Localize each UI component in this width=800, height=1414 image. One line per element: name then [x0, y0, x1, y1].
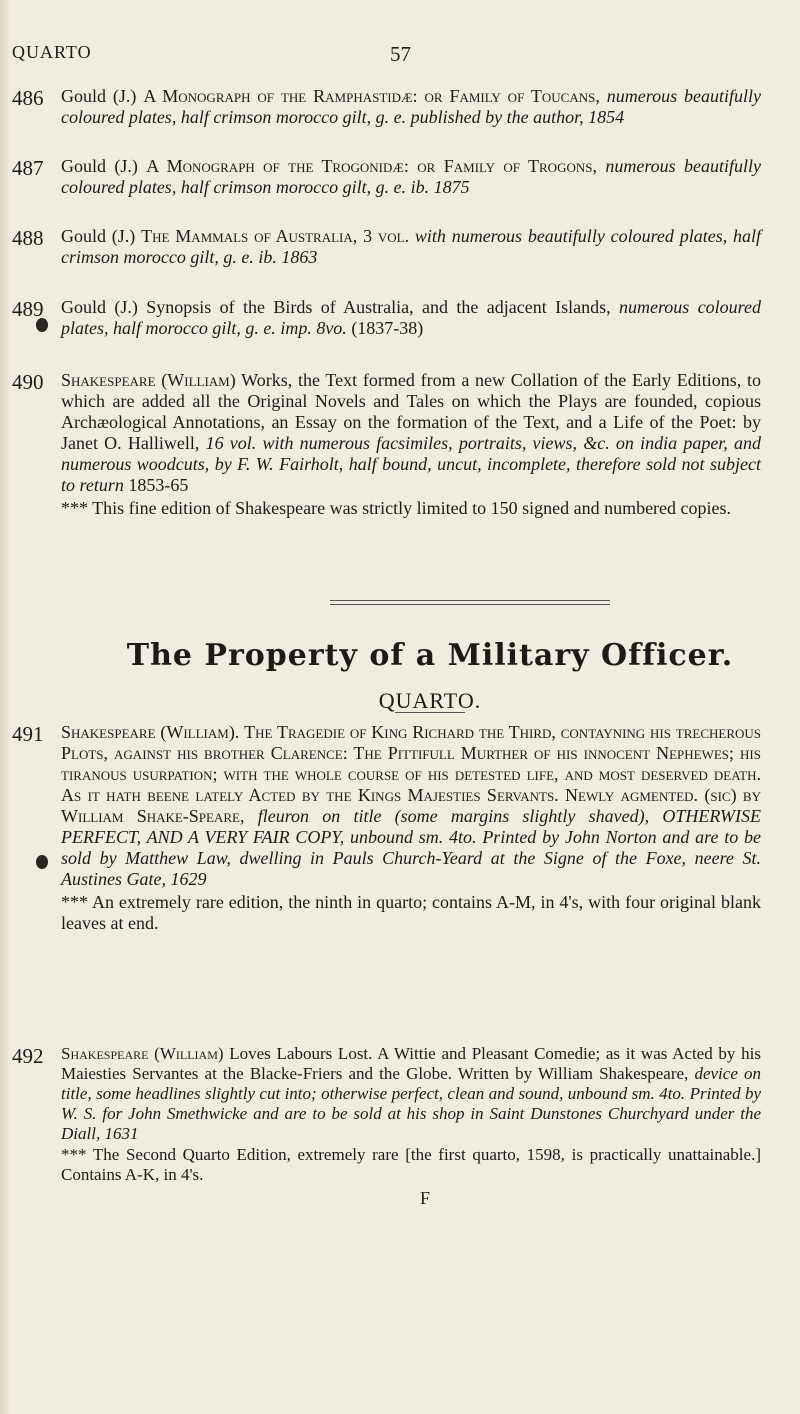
entry-imprint: 1853-65 [128, 475, 189, 495]
entry-description: 16 vol. with numerous facsimiles, portraits, views, &c. on india paper, and numerous woodcuts, by F. W. Fairholt, half bound, uncut, incomplete, therefore sold not subject to return [61, 433, 762, 495]
binding-hole [36, 855, 48, 869]
entry-description: fleuron on title (some margins slightly shaved), OTHERWISE PERFECT, AND A VERY FAIR COPY, unbound sm. 4to. [61, 806, 761, 847]
entry-imprint: imp. 8vo. [280, 318, 347, 338]
lot-number: 492 [12, 1044, 44, 1068]
catalogue-entry [61, 370, 761, 590]
lot-number: 486 [12, 86, 44, 110]
catalogue-entry [61, 722, 761, 1032]
page-number: 57 [390, 42, 411, 66]
entry-title: The Tragedie of King Richard the Third, contayning his trecherous Plots, against his brother Clarence: The Pittifull Murther of his innocent Nephewes; his tiranous usurpation; with the whole course of his detested life, and most deserved death. As it hath beene lately Acted by the Kings Majesties Servants. Newly agmented. (sic) by William Shake-Speare, [61, 722, 762, 826]
catalogue-entry [61, 156, 761, 224]
catalogue-entry [61, 86, 761, 154]
lot-number: 490 [12, 370, 44, 394]
divider [395, 712, 465, 713]
entry-description: numerous beautifully coloured plates, half crimson morocco gilt, g. e. [61, 86, 761, 127]
entry-title: Synopsis of the Birds of Australia, and the adjacent Islands, [146, 297, 611, 317]
entry-title: A Monograph of the Ramphastidæ: or Family of Toucans, [143, 86, 600, 106]
entry-note: *** An extremely rare edition, the ninth in quarto; contains A-M, in 4's, with four original blank leaves at end. [61, 892, 761, 933]
entry-title: Works, the Text formed from a new Collation of the Early Editions, to which are added all the Original Novels and Tales on which the Plays are founded, copious Archæological Annotations, an Essay on the formation of the Text, and a Life of the Poet: by Janet O. Halliwell, [61, 370, 761, 453]
entry-author: Shakespeare (William) [61, 370, 236, 390]
running-head: QUARTO [12, 42, 92, 62]
entry-imprint: published by the author, 1854 [410, 107, 625, 127]
entry-author: Shakespeare (William) [61, 1044, 224, 1063]
divider [330, 604, 610, 605]
entry-description: device on title, some headlines slightly cut into; otherwise perfect, clean and sound, unbound sm. 4to. [61, 1063, 761, 1103]
entry-author: Gould (J.) [61, 156, 138, 176]
entry-title: The Mammals of Australia, 3 vol. [141, 226, 410, 246]
section-heading: The Property of a Military Officer. [126, 638, 734, 673]
lot-number: 489 [12, 297, 44, 321]
catalogue-entry [61, 1044, 761, 1184]
entry-description: numerous beautifully coloured plates, half crimson morocco gilt, g. e. [61, 156, 761, 197]
entry-author: Shakespeare (William). [61, 722, 240, 742]
signature-mark: F [420, 1188, 431, 1208]
divider [330, 600, 610, 601]
entry-note: *** This fine edition of Shakespeare was strictly limited to 150 signed and numbered copies. [61, 498, 732, 518]
entry-author: Gould (J.) [61, 297, 138, 317]
lot-number: 488 [12, 226, 44, 250]
entry-imprint: Printed by John Norton and are to be sold by Matthew Law, dwelling in Pauls Church-Yeard at the Signe of the Foxe, neere St. Austines Gate, 1629 [61, 827, 761, 889]
entry-imprint: ib. 1863 [258, 247, 318, 267]
entry-imprint: ib. 1875 [410, 177, 470, 197]
lot-number: 487 [12, 156, 44, 180]
section-subheading: QUARTO. [378, 688, 482, 713]
entry-title: A Monograph of the Trogonidæ: or Family of Trogons, [146, 156, 597, 176]
entry-imprint: Printed by W. S. for John Smethwicke and are to be sold at his shop in Saint Dunstones Churchyard under the Diall, 1631 [61, 1083, 762, 1143]
entry-author: Gould (J.) [61, 86, 137, 106]
entry-description: with numerous beautifully coloured plates, half crimson morocco gilt, g. e. [61, 226, 762, 267]
entry-description: numerous coloured plates, half morocco gilt, g. e. [61, 297, 762, 338]
entry-title: Loves Labours Lost. A Wittie and Pleasant Comedie; as it was Acted by his Maiesties Servantes at the Blacke-Friers and the Globe. Written by William Shakespeare, [61, 1044, 761, 1083]
entry-date: (1837-38) [351, 318, 424, 338]
entry-author: Gould (J.) [61, 226, 136, 246]
page-edge [0, 0, 10, 1414]
entry-note: *** The Second Quarto Edition, extremely rare [the first quarto, 1598, is practically unattainable.] Contains A-K, in 4's. [61, 1145, 761, 1185]
catalogue-entry [61, 226, 761, 294]
lot-number: 491 [12, 722, 44, 746]
catalogue-entry [61, 297, 761, 365]
